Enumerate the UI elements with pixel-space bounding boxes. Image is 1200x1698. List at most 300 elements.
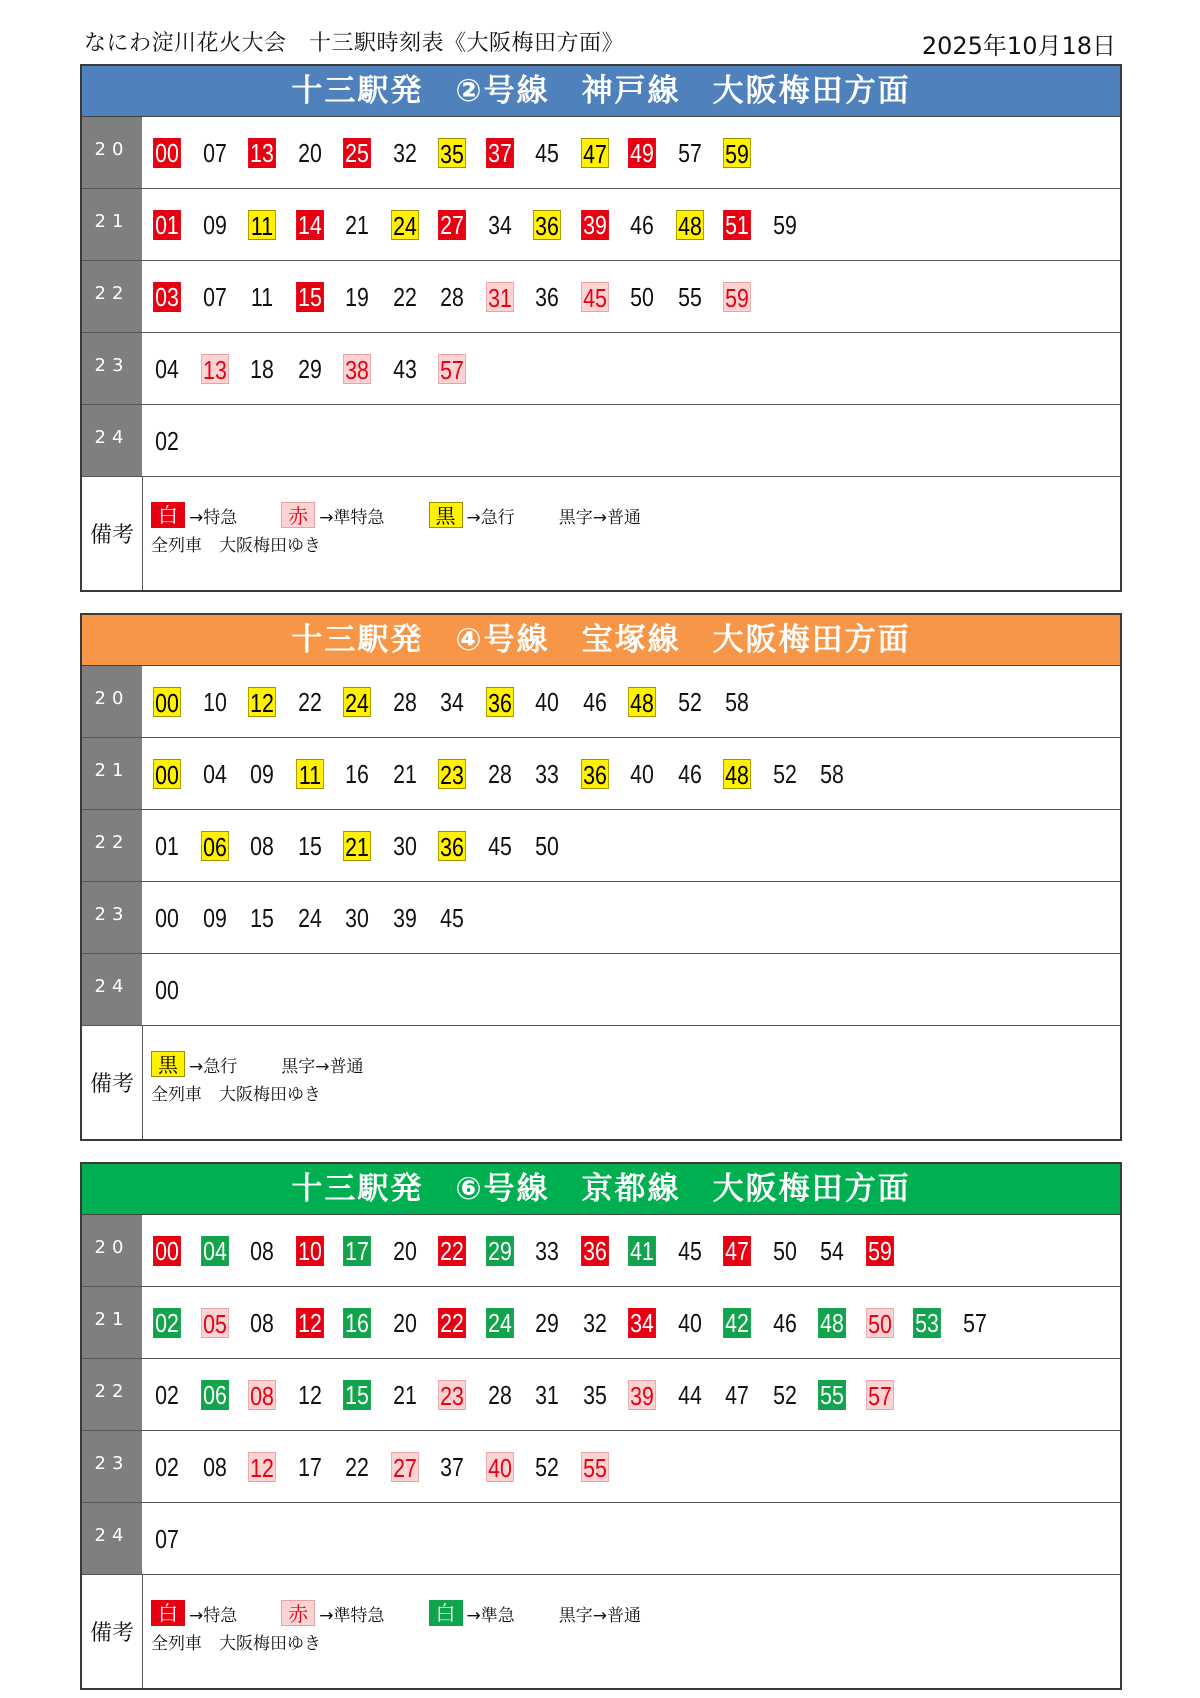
departure-minute xyxy=(435,354,483,384)
minute-value: 48 xyxy=(818,1308,846,1338)
departure-minute xyxy=(150,210,198,240)
minute-value: 31 xyxy=(535,1379,559,1410)
departure-minute xyxy=(388,1236,436,1266)
departure-minute xyxy=(435,1236,483,1266)
departure-minute xyxy=(293,138,341,168)
minute-value: 05 xyxy=(201,1308,229,1338)
minute-value: 00 xyxy=(153,687,181,717)
legend-swatch: 白 xyxy=(151,1600,185,1626)
minute-value: 15 xyxy=(343,1380,371,1410)
panel-header-part: ⑥号線 xyxy=(455,1171,550,1207)
legend-item xyxy=(151,1051,237,1077)
departure-minute xyxy=(293,903,341,933)
departure-minute xyxy=(150,282,198,312)
departure-minute xyxy=(245,687,293,717)
departure-minute xyxy=(483,138,531,168)
minute-value: 41 xyxy=(628,1236,656,1266)
minute-value: 28 xyxy=(487,1379,512,1410)
departure-minute xyxy=(530,1236,578,1266)
minute-value: 07 xyxy=(202,281,227,312)
departure-minute xyxy=(530,831,578,861)
legend-item xyxy=(429,502,515,528)
departure-minute xyxy=(198,354,246,384)
minute-value: 47 xyxy=(581,138,609,168)
departure-minute xyxy=(150,1308,198,1338)
minute-value: 24 xyxy=(391,210,419,240)
minutes-list xyxy=(142,1431,1120,1502)
notes-label: 備考 xyxy=(82,477,143,590)
departure-minute xyxy=(578,210,626,240)
panel-header xyxy=(82,1164,1120,1215)
departure-minute xyxy=(388,354,436,384)
departure-minute xyxy=(245,831,293,861)
minute-value: 54 xyxy=(820,1235,844,1266)
departure-minute xyxy=(673,138,721,168)
minute-value: 22 xyxy=(438,1308,466,1338)
page-title: なにわ淀川花火大会 十三駅時刻表《大阪梅田方面》 xyxy=(84,31,625,56)
minute-value: 46 xyxy=(630,209,654,240)
departure-minute xyxy=(435,687,483,717)
minute-value: 24 xyxy=(486,1308,514,1338)
minute-value: 40 xyxy=(677,1307,702,1338)
minutes-list xyxy=(142,666,1120,737)
departure-minute xyxy=(673,759,721,789)
departure-minute xyxy=(863,1236,911,1266)
destination-note: 全列車 大阪梅田ゆき xyxy=(151,1634,321,1654)
departure-minute xyxy=(625,1236,673,1266)
departure-minute xyxy=(150,975,198,1005)
minute-value: 20 xyxy=(392,1307,417,1338)
departure-minute xyxy=(245,903,293,933)
minute-value: 15 xyxy=(296,282,324,312)
minute-value: 08 xyxy=(250,1307,274,1338)
departure-minute xyxy=(388,282,436,312)
minute-value: 21 xyxy=(343,831,371,861)
hour-cell: 21 xyxy=(82,1287,142,1358)
legend-swatch: 赤 xyxy=(281,502,315,528)
departure-minute xyxy=(245,759,293,789)
minute-value: 32 xyxy=(582,1307,607,1338)
minutes-list xyxy=(142,117,1120,188)
departure-minute xyxy=(815,1380,863,1410)
departure-minute xyxy=(340,282,388,312)
departure-minute xyxy=(768,1380,816,1410)
legend-swatch: 黒 xyxy=(429,502,463,528)
minute-value: 58 xyxy=(820,758,844,789)
minute-value: 33 xyxy=(535,1235,559,1266)
departure-minute xyxy=(483,759,531,789)
minute-value: 17 xyxy=(297,1451,322,1482)
departure-minute xyxy=(673,210,721,240)
timetable-row xyxy=(82,1215,1120,1287)
departure-minute xyxy=(530,1380,578,1410)
minute-value: 59 xyxy=(772,209,797,240)
legend-item xyxy=(151,502,237,528)
departure-minute xyxy=(245,138,293,168)
minute-value: 09 xyxy=(202,209,227,240)
panel-header xyxy=(82,66,1120,117)
departure-minute xyxy=(625,1380,673,1410)
minute-value: 15 xyxy=(297,830,322,861)
notes-body xyxy=(143,1575,1120,1688)
departure-minute xyxy=(388,759,436,789)
departure-minute xyxy=(483,687,531,717)
legend-swatch: 白 xyxy=(151,502,185,528)
panel-header-part: 京都線 xyxy=(581,1171,681,1207)
departure-minute xyxy=(435,1380,483,1410)
minute-value: 16 xyxy=(345,758,369,789)
legend-text: →特急 xyxy=(189,1605,238,1626)
panel-header-part: 大阪梅田方面 xyxy=(712,1171,911,1207)
legend-text: 黒字→普通 xyxy=(558,1605,641,1626)
departure-minute xyxy=(768,759,816,789)
minutes-list xyxy=(142,954,1120,1025)
minute-value: 39 xyxy=(581,210,609,240)
departure-minute xyxy=(625,138,673,168)
minute-value: 58 xyxy=(725,686,749,717)
departure-minute xyxy=(578,1236,626,1266)
minute-value: 59 xyxy=(866,1236,894,1266)
departure-minute xyxy=(863,1308,911,1338)
legend xyxy=(151,1050,1120,1078)
departure-minute xyxy=(483,282,531,312)
departure-minute xyxy=(435,831,483,861)
minute-value: 50 xyxy=(772,1235,797,1266)
minute-value: 34 xyxy=(628,1308,656,1338)
minute-value: 22 xyxy=(392,281,417,312)
timetable-row xyxy=(82,1503,1120,1575)
minute-value: 46 xyxy=(677,758,702,789)
timetable-row xyxy=(82,261,1120,333)
minute-value: 19 xyxy=(345,281,369,312)
minute-value: 04 xyxy=(201,1236,229,1266)
minute-value: 38 xyxy=(343,354,371,384)
minute-value: 15 xyxy=(250,902,274,933)
departure-minute xyxy=(578,1452,626,1482)
hour-cell: 24 xyxy=(82,954,142,1025)
minute-value: 12 xyxy=(296,1308,324,1338)
minute-value: 45 xyxy=(581,282,609,312)
departure-minute xyxy=(483,831,531,861)
minute-value: 08 xyxy=(248,1380,276,1410)
minute-value: 45 xyxy=(487,830,512,861)
departure-minute xyxy=(863,1380,911,1410)
departure-minute xyxy=(483,1452,531,1482)
panel-header-part: 大阪梅田方面 xyxy=(712,73,911,109)
departure-minute xyxy=(768,1236,816,1266)
minutes-list xyxy=(142,738,1120,809)
departure-minute xyxy=(720,282,768,312)
departure-minute xyxy=(293,1452,341,1482)
hour-cell: 22 xyxy=(82,261,142,332)
departure-minute xyxy=(198,1308,246,1338)
departure-minute xyxy=(340,831,388,861)
minute-value: 29 xyxy=(535,1307,559,1338)
departure-minute xyxy=(768,210,816,240)
minute-value: 36 xyxy=(486,687,514,717)
timetable-row xyxy=(82,1359,1120,1431)
departure-minute xyxy=(720,138,768,168)
departure-minute xyxy=(150,759,198,789)
departure-minute xyxy=(293,687,341,717)
departure-minute xyxy=(388,1380,436,1410)
departure-minute xyxy=(530,138,578,168)
departure-minute xyxy=(198,282,246,312)
timetable-row xyxy=(82,405,1120,477)
departure-minute xyxy=(293,354,341,384)
minute-value: 33 xyxy=(535,758,559,789)
minute-value: 24 xyxy=(343,687,371,717)
minute-value: 43 xyxy=(392,353,417,384)
hour-cell: 20 xyxy=(82,117,142,188)
timetable-panel xyxy=(80,613,1122,1141)
departure-minute xyxy=(388,903,436,933)
departure-minute xyxy=(720,1308,768,1338)
departure-minute xyxy=(150,1524,198,1554)
minute-value: 20 xyxy=(297,137,322,168)
timetable-row xyxy=(82,1287,1120,1359)
minute-value: 59 xyxy=(723,282,751,312)
departure-minute xyxy=(435,1308,483,1338)
panel-header xyxy=(82,615,1120,666)
minute-value: 09 xyxy=(202,902,227,933)
minute-value: 12 xyxy=(248,1452,276,1482)
departure-minute xyxy=(625,759,673,789)
departure-minute xyxy=(388,138,436,168)
minute-value: 57 xyxy=(866,1380,894,1410)
departure-minute xyxy=(435,1452,483,1482)
minute-value: 00 xyxy=(155,974,179,1005)
minute-value: 22 xyxy=(297,686,322,717)
minute-value: 00 xyxy=(153,138,181,168)
minute-value: 11 xyxy=(248,210,276,240)
minute-value: 57 xyxy=(677,137,702,168)
hour-cell: 20 xyxy=(82,1215,142,1286)
departure-minute xyxy=(198,831,246,861)
minute-value: 47 xyxy=(725,1379,749,1410)
hour-cell: 24 xyxy=(82,405,142,476)
timetable-row xyxy=(82,333,1120,405)
departure-minute xyxy=(815,1308,863,1338)
minute-value: 46 xyxy=(582,686,607,717)
notes-body xyxy=(143,1026,1120,1139)
legend-item xyxy=(281,502,384,528)
minute-value: 04 xyxy=(155,353,179,384)
minute-value: 25 xyxy=(343,138,371,168)
departure-minute xyxy=(340,138,388,168)
departure-minute xyxy=(340,1236,388,1266)
minute-value: 44 xyxy=(677,1379,702,1410)
minute-value: 04 xyxy=(202,758,227,789)
minute-value: 45 xyxy=(440,902,464,933)
departure-minute xyxy=(435,903,483,933)
minute-value: 40 xyxy=(486,1452,514,1482)
departure-minute xyxy=(578,138,626,168)
minute-value: 57 xyxy=(962,1307,987,1338)
minute-value: 55 xyxy=(677,281,702,312)
departure-minute xyxy=(815,1236,863,1266)
hour-cell: 22 xyxy=(82,1359,142,1430)
minute-value: 12 xyxy=(297,1379,322,1410)
departure-minute xyxy=(958,1308,1006,1338)
minute-value: 36 xyxy=(535,281,559,312)
panel-header-part: 十三駅発 xyxy=(291,73,424,109)
departure-minute xyxy=(150,831,198,861)
departure-minute xyxy=(483,210,531,240)
hour-cell: 24 xyxy=(82,1503,142,1574)
departure-minute xyxy=(293,282,341,312)
minute-value: 16 xyxy=(343,1308,371,1338)
minute-value: 46 xyxy=(772,1307,797,1338)
departure-minute xyxy=(245,282,293,312)
departure-minute xyxy=(483,1308,531,1338)
departure-minute xyxy=(150,687,198,717)
minute-value: 50 xyxy=(630,281,654,312)
page-header xyxy=(80,26,1120,62)
departure-minute xyxy=(435,759,483,789)
minute-value: 50 xyxy=(866,1308,894,1338)
minute-value: 29 xyxy=(486,1236,514,1266)
departure-minute xyxy=(673,1236,721,1266)
legend-item xyxy=(281,1052,363,1077)
legend-text: →急行 xyxy=(189,1056,238,1077)
minute-value: 57 xyxy=(438,354,466,384)
minute-value: 40 xyxy=(535,686,559,717)
departure-minute xyxy=(530,759,578,789)
minutes-list xyxy=(142,405,1120,476)
minutes-list xyxy=(142,1215,1120,1286)
minute-value: 23 xyxy=(438,759,466,789)
minute-value: 30 xyxy=(392,830,417,861)
departure-minute xyxy=(768,1308,816,1338)
minutes-list xyxy=(142,1287,1120,1358)
departure-minute xyxy=(435,282,483,312)
minute-value: 45 xyxy=(677,1235,702,1266)
minute-value: 00 xyxy=(153,1236,181,1266)
timetable-row xyxy=(82,666,1120,738)
minute-value: 50 xyxy=(535,830,559,861)
departure-minute xyxy=(293,1236,341,1266)
departure-minute xyxy=(340,354,388,384)
minute-value: 51 xyxy=(723,210,751,240)
minute-value: 53 xyxy=(913,1308,941,1338)
minute-value: 10 xyxy=(296,1236,324,1266)
notes-row xyxy=(82,477,1120,590)
minute-value: 52 xyxy=(535,1451,559,1482)
panel-header-part: ④号線 xyxy=(455,622,550,658)
departure-minute xyxy=(340,210,388,240)
notes-row xyxy=(82,1026,1120,1139)
minute-value: 13 xyxy=(248,138,276,168)
minute-value: 22 xyxy=(345,1451,369,1482)
departure-minute xyxy=(245,1452,293,1482)
departure-minute xyxy=(720,687,768,717)
departure-minute xyxy=(198,1236,246,1266)
departure-minute xyxy=(530,210,578,240)
departure-minute xyxy=(673,1380,721,1410)
notes-row xyxy=(82,1575,1120,1688)
departure-minute xyxy=(340,903,388,933)
minute-value: 36 xyxy=(533,210,561,240)
minute-value: 36 xyxy=(581,1236,609,1266)
minute-value: 09 xyxy=(250,758,274,789)
minute-value: 35 xyxy=(582,1379,607,1410)
timetable-row xyxy=(82,882,1120,954)
departure-minute xyxy=(388,687,436,717)
legend-item xyxy=(429,1600,515,1626)
departure-minute xyxy=(910,1308,958,1338)
departure-minute xyxy=(673,282,721,312)
departure-minute xyxy=(245,210,293,240)
departure-minute xyxy=(625,1308,673,1338)
legend-swatch: 白 xyxy=(429,1600,463,1626)
departure-minute xyxy=(435,138,483,168)
hour-cell: 23 xyxy=(82,333,142,404)
minute-value: 34 xyxy=(440,686,464,717)
departure-minute xyxy=(340,1380,388,1410)
departure-minute xyxy=(720,1380,768,1410)
minutes-list xyxy=(142,189,1120,260)
panel-header-part: 大阪梅田方面 xyxy=(712,622,911,658)
minute-value: 28 xyxy=(440,281,464,312)
departure-minute xyxy=(720,210,768,240)
departure-minute xyxy=(245,1236,293,1266)
legend-text: →準特急 xyxy=(319,507,385,528)
departure-minute xyxy=(293,1380,341,1410)
departure-minute xyxy=(530,1452,578,1482)
legend-item xyxy=(151,1600,237,1626)
minute-value: 17 xyxy=(343,1236,371,1266)
departure-minute xyxy=(293,1308,341,1338)
minutes-list xyxy=(142,882,1120,953)
minute-value: 32 xyxy=(392,137,417,168)
minutes-list xyxy=(142,1359,1120,1430)
destination-note: 全列車 大阪梅田ゆき xyxy=(151,536,321,556)
minute-value: 21 xyxy=(345,209,369,240)
minute-value: 06 xyxy=(201,1380,229,1410)
panel-header-part: 神戸線 xyxy=(581,73,681,109)
legend-text: 黒字→普通 xyxy=(558,507,641,528)
notes-label: 備考 xyxy=(82,1026,143,1139)
minutes-list xyxy=(142,333,1120,404)
departure-minute xyxy=(150,1380,198,1410)
minute-value: 52 xyxy=(677,686,702,717)
departure-minute xyxy=(388,1308,436,1338)
departure-minute xyxy=(530,687,578,717)
departure-minute xyxy=(293,759,341,789)
minute-value: 30 xyxy=(345,902,369,933)
departure-minute xyxy=(198,210,246,240)
minute-value: 27 xyxy=(438,210,466,240)
minute-value: 47 xyxy=(723,1236,751,1266)
departure-minute xyxy=(198,903,246,933)
minute-value: 07 xyxy=(202,137,227,168)
departure-minute xyxy=(150,354,198,384)
departure-minute xyxy=(245,1380,293,1410)
departure-minute xyxy=(578,282,626,312)
minute-value: 08 xyxy=(202,1451,227,1482)
legend-text: →特急 xyxy=(189,507,238,528)
departure-minute xyxy=(245,354,293,384)
departure-minute xyxy=(388,210,436,240)
departure-minute xyxy=(150,903,198,933)
departure-minute xyxy=(625,282,673,312)
minute-value: 02 xyxy=(155,425,179,456)
panel-header-part: 十三駅発 xyxy=(291,622,424,658)
departure-minute xyxy=(673,687,721,717)
legend-text: →準特急 xyxy=(319,1605,385,1626)
minute-value: 11 xyxy=(296,759,324,789)
